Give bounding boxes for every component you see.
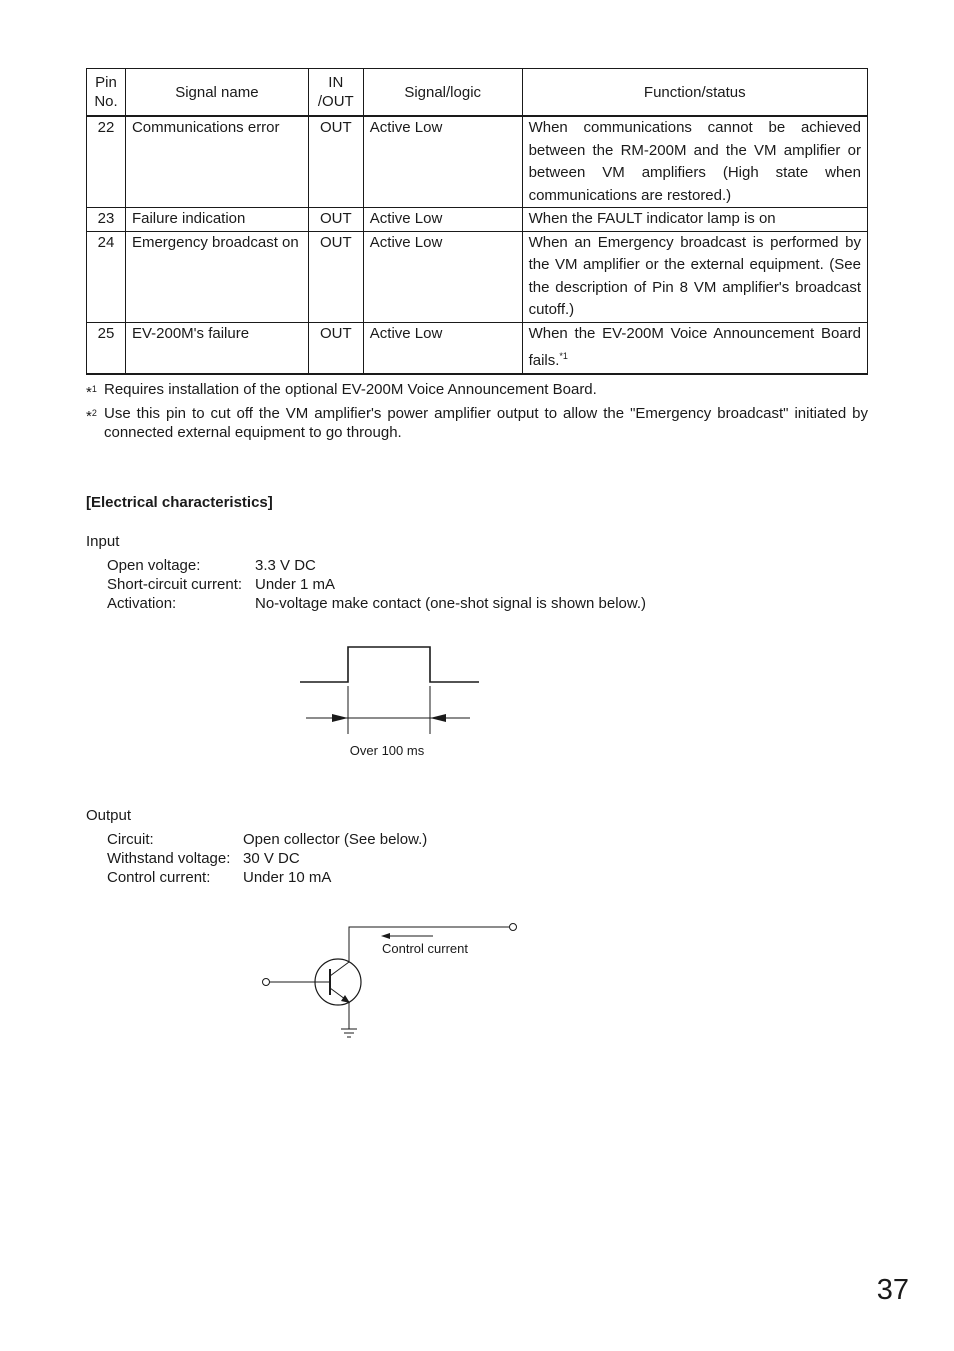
cell-function: When the FAULT indicator lamp is on [522,208,867,232]
cell-pin: 25 [87,322,126,374]
header-signal-logic: Signal/logic [363,69,522,117]
footnote-text: Requires installation of the optional EV-200M Voice Announcement Board. [104,381,597,398]
transistor-collector [330,962,349,976]
cell-logic: Active Low [363,231,522,322]
cell-function: When an Emergency broadcast is performed by the VM amplifier or the external equipment. (See the description of Pin 8 VM amplifier's broadcast cutoff.) [522,231,867,322]
arrowhead-right-icon [332,714,348,722]
table-row [87,116,868,208]
arrowhead-left-icon [430,714,446,722]
cell-pin: 23 [87,208,126,232]
spec-value: Under 10 mA [243,869,332,886]
cell-io: OUT [308,116,363,208]
spec-row [107,575,646,594]
spec-row [107,594,646,613]
table-row [87,322,868,374]
header-in-out: IN /OUT [308,69,363,117]
cell-logic: Active Low [363,116,522,208]
footnote-ref: *1 [559,351,568,361]
spec-value: Open collector (See below.) [243,831,428,848]
spec-row [107,849,427,868]
spec-key: Activation: [107,595,177,612]
spec-row [107,556,646,575]
footnote-2 [86,404,868,442]
cell-signal: Communications error [125,116,308,208]
output-specs [107,830,427,887]
footnote-1 [86,380,868,399]
page-number: 37 [876,1274,909,1306]
pulse-diagram [290,640,490,770]
pulse-waveform [300,647,479,682]
function-text: When the EV-200M Voice Announcement Board fails. [528,324,861,369]
footnote-mark: *$^1$ [86,384,97,401]
cell-logic: Active Low [363,322,522,374]
control-current-label: Control current [382,941,468,956]
spec-key: Open voltage: [107,557,201,574]
cell-signal: Emergency broadcast on [125,231,308,322]
pin-table [86,68,868,375]
cell-signal: Failure indication [125,208,308,232]
cell-pin: 22 [87,116,126,208]
table-row [87,231,868,322]
output-label: Output [86,807,132,824]
section-heading: [Electrical characteristics] [86,494,273,511]
spec-value: 3.3 V DC [255,557,316,574]
footnote-text: Use this pin to cut off the VM amplifier's power amplifier output to allow the "Emergency broadcast" initiated by connected external equipment to go through. [104,405,868,441]
table-row [87,208,868,232]
spec-value: 30 V DC [243,850,300,867]
cell-io: OUT [308,208,363,232]
cell-io: OUT [308,322,363,374]
output-terminal-icon [510,924,517,931]
spec-value: No-voltage make contact (one-shot signal is shown below.) [255,595,647,612]
spec-key: Withstand voltage: [107,850,231,867]
header-function-status: Function/status [522,69,867,117]
input-label: Input [86,533,120,550]
open-collector-circuit [255,915,530,1045]
cell-function: When communications cannot be achieved between the RM-200M and the VM amplifier or between VM amplifiers (High state when communications are restored.) [522,116,867,208]
spec-key: Control current: [107,869,211,886]
header-pin: Pin No. [87,69,126,117]
pulse-label: Over 100 ms [349,743,425,758]
cell-io: OUT [308,231,363,322]
spec-row [107,868,427,887]
spec-row [107,830,427,849]
cell-pin: 24 [87,231,126,322]
footnote-mark: *$^2$ [86,408,97,425]
header-signal-name: Signal name [125,69,308,117]
spec-value: Under 1 mA [255,576,336,593]
spec-key: Circuit: [107,831,154,848]
table-header-row [87,69,868,117]
cell-logic: Active Low [363,208,522,232]
input-terminal-icon [263,979,270,986]
input-specs [107,556,646,613]
spec-key: Short-circuit current: [107,576,243,593]
cell-signal: EV-200M's failure [125,322,308,374]
cell-function [522,322,867,374]
current-arrow-icon [381,933,390,939]
emitter-arrow-icon [341,995,350,1003]
